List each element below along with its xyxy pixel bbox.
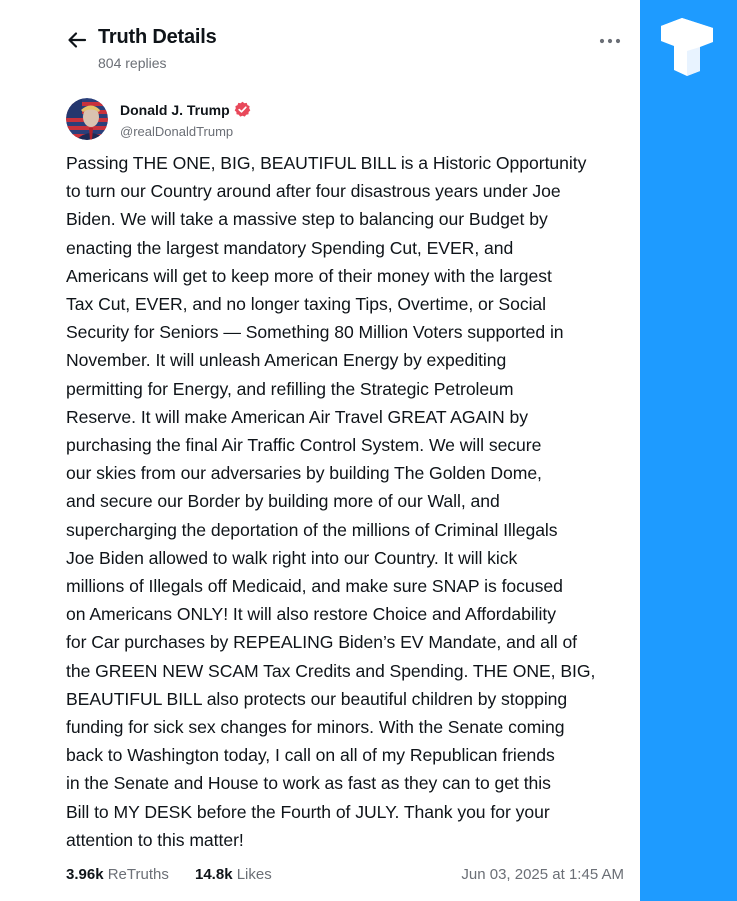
avatar[interactable] — [66, 98, 108, 140]
reply-count: 804 replies — [98, 55, 167, 71]
verified-badge-icon — [234, 101, 251, 118]
truth-social-logo[interactable] — [658, 16, 716, 78]
author-handle[interactable]: @realDonaldTrump — [120, 124, 234, 139]
ellipsis-icon — [597, 32, 623, 50]
retruths-label: ReTruths — [107, 866, 169, 883]
post-stats — [66, 866, 626, 886]
author-display-name[interactable]: Donald J. Trump — [120, 102, 230, 118]
post-text: Passing THE ONE, BIG, BEAUTIFUL BILL is a Historic Opportunity to turn our Country around after four disastrous years under Joe Biden. We will take a massive step to balancing our Budget by enacting the largest mandatory Spending Cut, EVER, and Americans will get to keep more of their money with the largest Tax Cut, EVER, and no longer taxing Tips, Overtime, or Social Security for Seniors — Something 80 Million Voters supported in November. It will unleash American Energy by expediting permitting for Energy, and refilling the Strategic Petroleum Reserve. It will make American Air Travel GREAT AGAIN by purchasing the final Air Traffic Control System. We will secure our skies from our adversaries by building The Golden Dome, and secure our Border by building more of our Wall, and supercharging the deportation of the millions of Criminal Illegals Joe Biden allowed to walk right into our Country. It will kick millions of Illegals off Medicaid, and make sure SNAP is focused on Americans ONLY! It will also restore Choice and Affordability for Car purchases by REPEALING Biden’s EV Mandate, and all of the GREEN NEW SCAM Tax Credits and Spending. THE ONE, BIG, BEAUTIFUL BILL also protects our beautiful children by stopping funding for sick sex changes for minors. With the Senate coming back to Washington today, I call on all of my Republican friends in the Senate and House to work as fast as they can to get this Bill to MY DESK before the Fourth of JULY. Thank you for your attention to this matter! — [66, 153, 596, 850]
back-button[interactable] — [66, 29, 88, 51]
brand-rail — [640, 0, 737, 901]
page-title: Truth Details — [98, 26, 217, 48]
likes-label: Likes — [236, 866, 272, 883]
arrow-left-icon — [66, 29, 88, 51]
likes-count: 14.8k — [195, 866, 233, 883]
likes-stat[interactable] — [195, 866, 272, 883]
post-timestamp: Jun 03, 2025 at 1:45 AM — [461, 866, 624, 883]
retruths-stat[interactable] — [66, 866, 169, 883]
post-author — [66, 98, 626, 142]
more-options-button[interactable] — [597, 32, 623, 50]
retruths-count: 3.96k — [66, 866, 104, 883]
